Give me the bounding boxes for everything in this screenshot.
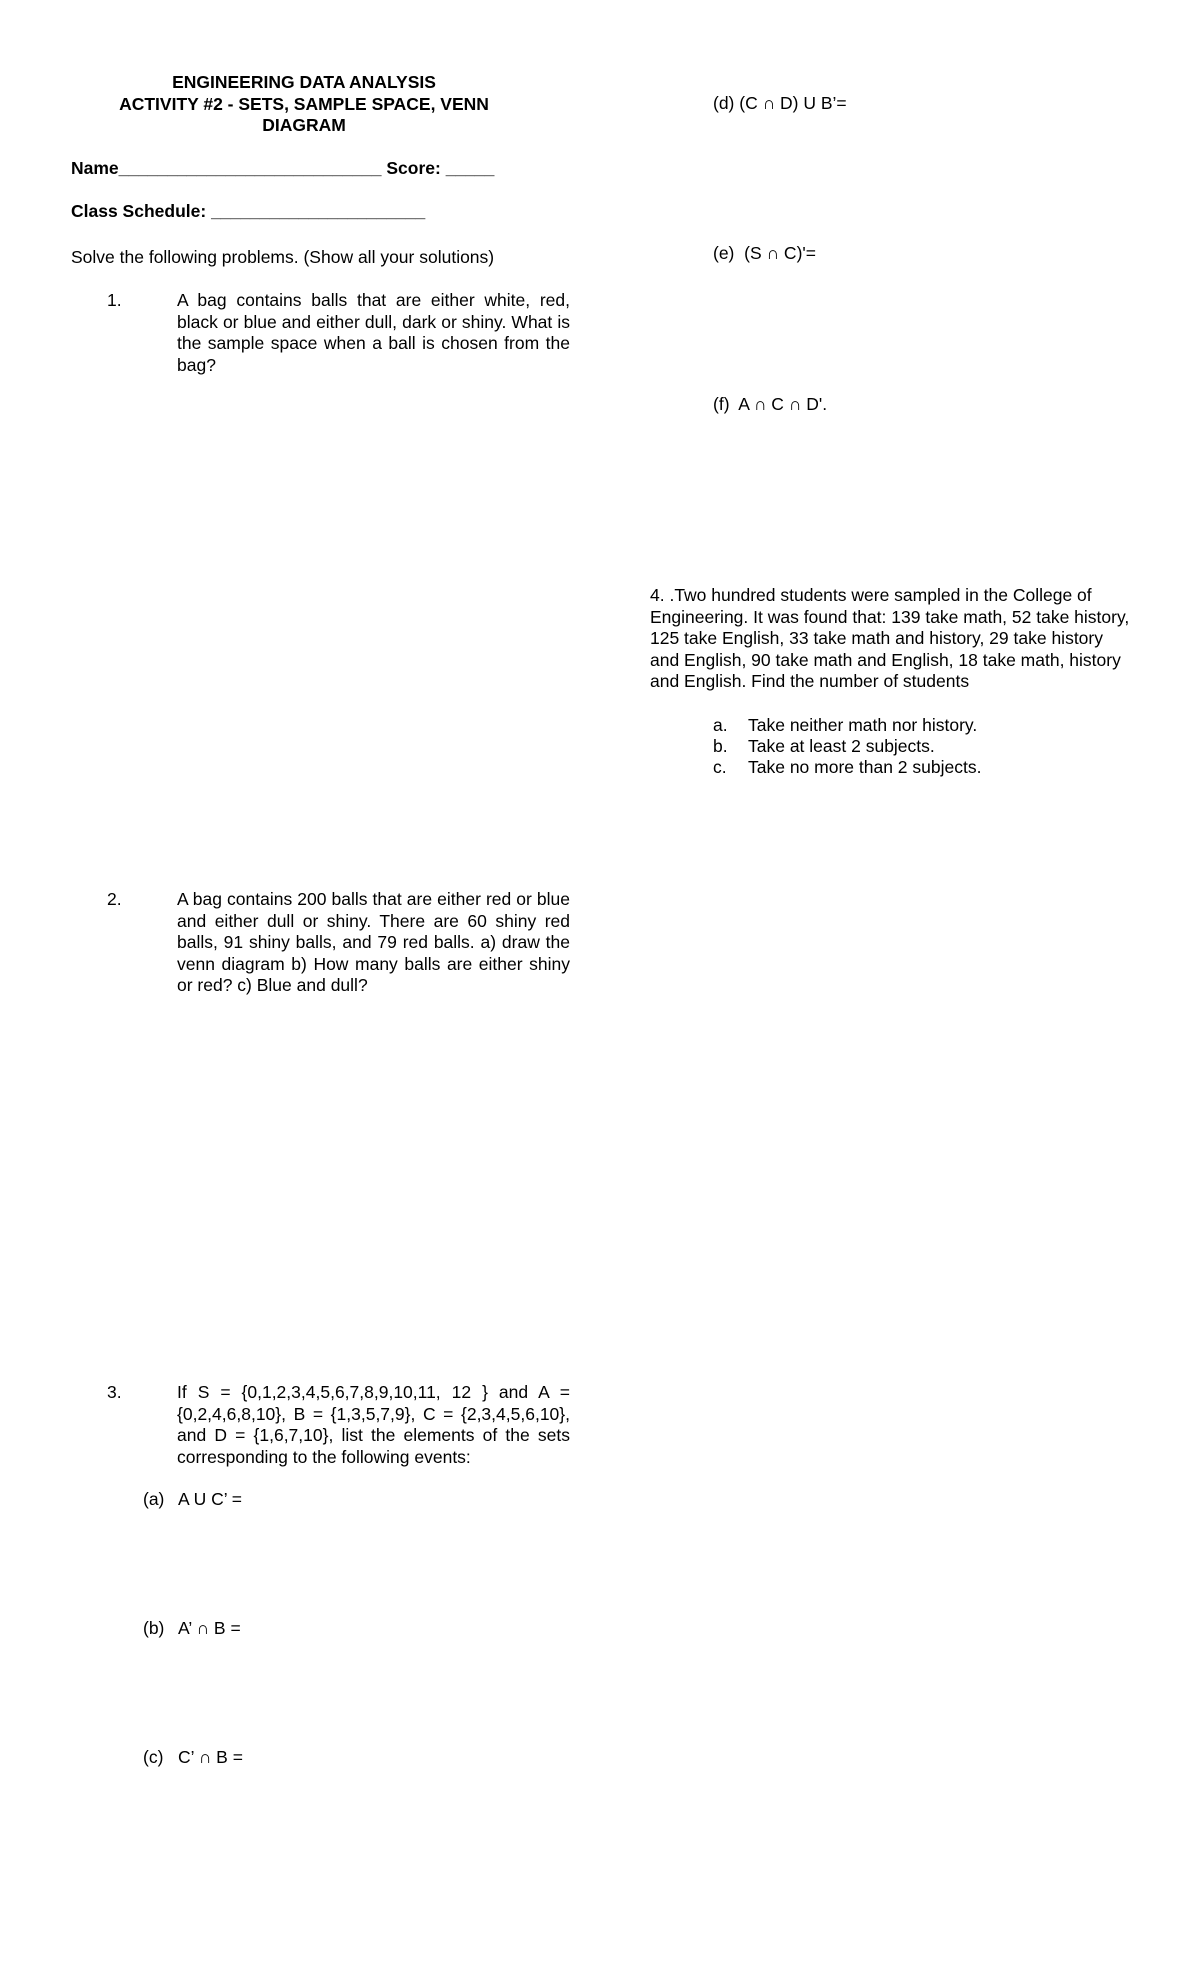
problem-3-text: If S = {0,1,2,3,4,5,6,7,8,9,10,11, 12 } and A = {0,2,4,6,8,10}, B = {1,3,5,7,9}, C = {2,3,4,5,6,10}, and D = {1,6,7,10}, list the elements of the sets corresponding to the following events: [177, 1382, 570, 1467]
problem-4-text: 4. .Two hundred students were sampled in the College of Engineering. It was found that: 139 take math, 52 take history, 125 take English, 33 take math and history, 29 take history and English, 90 take math and English, 18 take math, history and English. Find the number of students [650, 585, 1130, 691]
problem-3f-text: A ∩ C ∩ D'. [738, 394, 828, 414]
problem-3f [713, 394, 827, 416]
name-score-row [71, 158, 494, 180]
problem-4a-label: a. [713, 715, 728, 735]
problem-4c-label: c. [713, 757, 727, 777]
score-label: Score: [386, 158, 441, 178]
problem-3d-text: (C ∩ D) U B’= [739, 93, 847, 113]
problem-3e-label: (e) [713, 243, 735, 263]
title-line-3: DIAGRAM [262, 115, 346, 135]
problem-2-number: 2. [107, 889, 122, 909]
problem-3a-text: A U C’ = [178, 1489, 243, 1509]
name-label: Name [71, 158, 119, 178]
problem-3d [713, 93, 847, 115]
problem-3f-label: (f) [713, 394, 730, 414]
name-line[interactable]: ___________________________ [118, 158, 382, 178]
problem-3-number: 3. [107, 1382, 122, 1402]
problem-4a-text: Take neither math nor history. [748, 715, 978, 735]
problem-3c-text: C’ ∩ B = [178, 1747, 243, 1767]
problem-3e [713, 243, 816, 265]
problem-3b-text: A’ ∩ B = [178, 1618, 241, 1638]
document-title [70, 72, 538, 137]
problem-4c-text: Take no more than 2 subjects. [748, 757, 982, 777]
class-schedule-label: Class Schedule: [71, 201, 207, 221]
title-line-1: ENGINEERING DATA ANALYSIS [172, 72, 436, 92]
score-line[interactable]: _____ [445, 158, 495, 178]
problem-3d-label: (d) [713, 93, 735, 113]
problem-3e-text: (S ∩ C)'= [744, 243, 816, 263]
class-schedule-row [71, 201, 425, 223]
problem-3c-label: (c) [143, 1747, 164, 1767]
problem-4b-label: b. [713, 736, 728, 756]
problem-3a-label: (a) [143, 1489, 165, 1509]
instructions: Solve the following problems. (Show all your solutions) [71, 247, 495, 267]
problem-3b-label: (b) [143, 1618, 165, 1638]
problem-4b-text: Take at least 2 subjects. [748, 736, 935, 756]
problem-1-number: 1. [107, 290, 122, 310]
title-line-2: ACTIVITY #2 - SETS, SAMPLE SPACE, VENN [119, 93, 489, 114]
class-schedule-line[interactable]: ______________________ [211, 201, 426, 221]
problem-2-text: A bag contains 200 balls that are either red or blue and either dull or shiny. There are 60 shiny red balls, 91 shiny balls, and 79 red balls. a) draw the venn diagram b) How many balls are either shiny or red? c) Blue and dull? [177, 889, 570, 995]
problem-1-text: A bag contains balls that are either white, red, black or blue and either dull, dark or shiny. What is the sample space when a ball is chosen from the bag? [177, 290, 570, 375]
